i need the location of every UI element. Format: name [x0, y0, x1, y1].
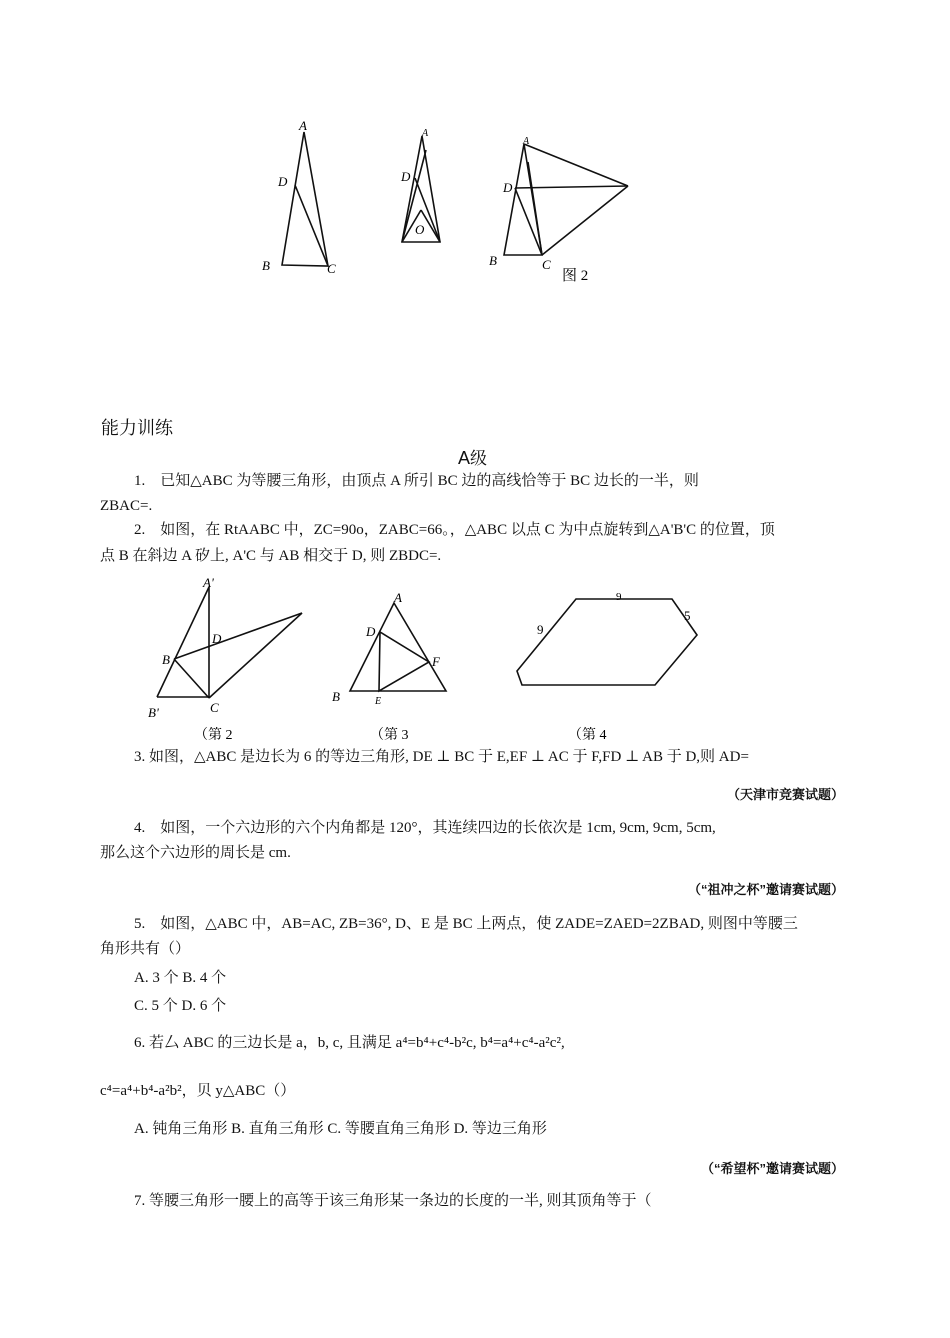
q7-text: 7. 等腰三角形一腰上的高等于该三角形某一条边的长度的一半, 则其顶角等于（	[134, 1193, 652, 1209]
top-figures	[250, 110, 650, 295]
fig2-label-a: A	[422, 128, 429, 139]
fig2-label-d: D	[401, 169, 411, 184]
mid3-label-b: B	[332, 689, 340, 704]
mid-figure-2	[157, 587, 302, 698]
mid2-label-d: D	[212, 631, 222, 646]
fig3-label-d: D	[503, 180, 513, 195]
mid2-label-b: B	[162, 652, 170, 667]
section-title: 能力训练	[101, 418, 173, 438]
level-letter: A	[458, 448, 471, 468]
top-figure-3	[504, 144, 628, 255]
q5-line1: 5. 如图，△ABC 中，AB=AC, ZB=36°, D、E 是 BC 上两点，使 ZADE=ZAED=2ZBAD, 则图中等腰三	[134, 916, 798, 932]
q1-line2: ZBAC=.	[100, 498, 153, 514]
fig1-label-d: D	[278, 174, 288, 189]
q4-line2: 那么这个六边形的周长是 cm.	[100, 845, 291, 861]
q3-source: （天津市竞赛试题）	[726, 787, 844, 802]
mid4-caption: （第 4	[568, 728, 607, 740]
level-suffix: 级	[470, 449, 488, 468]
q5-line2: 角形共有（）	[100, 941, 191, 957]
q5-options-cd: C. 5 个 D. 6 个	[134, 998, 227, 1014]
middle-figures	[130, 575, 730, 740]
q4-source: （“祖冲之杯”邀请赛试题）	[687, 882, 844, 897]
q2-line2: 点 B 在斜边 A 矽上, A'C 与 AB 相交于 D, 则 ZBDC=.	[100, 548, 442, 564]
top-figure-1	[282, 132, 328, 266]
q1-line1: 1. 已知△ABC 为等腰三角形，由顶点 A 所引 BC 边的高线恰等于 BC 边长的一半，则	[134, 473, 699, 489]
mid3-label-a: A	[394, 590, 402, 605]
fig1-label-b: B	[262, 258, 270, 273]
mid3-caption: （第 3	[370, 728, 409, 740]
q6-line2: c⁴=a⁴+b⁴-a²b²，贝 y△ABC（）	[100, 1083, 296, 1099]
fig3-label-c: C	[542, 257, 551, 272]
mid2-label-c: C	[210, 700, 219, 715]
q6-source: （“希望杯”邀请赛试题）	[700, 1161, 844, 1176]
mid-figure-4	[517, 599, 697, 685]
mid3-label-d: D	[366, 624, 376, 639]
q2-line1: 2. 如图，在 RtAABC 中，ZC=90o，ZABC=66。，△ABC 以点 C 为中点旋转到△A'B'C 的位置，顶	[134, 522, 775, 538]
mid4-side-right: 5	[684, 608, 691, 623]
q4-line1: 4. 如图，一个六边形的六个内角都是 120°，其连续四边的长依次是 1cm, 9cm, 9cm, 5cm,	[134, 820, 716, 836]
q6-options: A. 钝角三角形 B. 直角三角形 C. 等腰直角三角形 D. 等边三角形	[134, 1121, 547, 1137]
fig3-label-b: B	[489, 253, 497, 268]
level-heading	[458, 444, 487, 469]
q6-line1: 6. 若厶 ABC 的三边长是 a，b, c, 且满足 a⁴=b⁴+c⁴-b²c, b⁴=a⁴+c⁴-a²c²,	[134, 1035, 565, 1051]
fig1-label-c: C	[327, 261, 336, 276]
mid2-label-a-prime: A'	[203, 575, 214, 590]
fig3-label-a: A	[523, 136, 530, 147]
mid3-label-f: F	[432, 654, 440, 669]
q5-options-ab: A. 3 个 B. 4 个	[134, 970, 227, 986]
fig-caption-2: 图 2	[562, 268, 589, 284]
fig2-label-o: O	[415, 222, 425, 237]
q3-text: 3. 如图，△ABC 是边长为 6 的等边三角形, DE ⊥ BC 于 E,EF ⊥ AC 于 F,FD ⊥ AB 于 D,则 AD=	[134, 749, 749, 765]
mid2-caption: （第 2	[194, 728, 233, 740]
mid2-label-b-prime: B'	[148, 705, 159, 720]
mid4-side-left: 9	[537, 622, 544, 637]
mid-figure-3	[350, 603, 446, 691]
fig1-label-a: A	[299, 118, 307, 133]
mid3-label-e: E	[375, 696, 382, 707]
mid4-side-top: 9	[616, 591, 622, 603]
